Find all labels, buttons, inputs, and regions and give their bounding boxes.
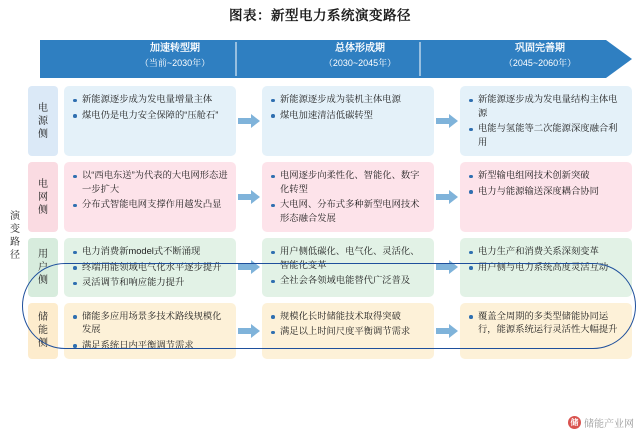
timeline-phase-0: 加速转型期 （当前~2030年）	[139, 43, 211, 68]
card-grid-phase2[interactable]	[460, 162, 632, 232]
timeline-arrow	[40, 38, 632, 80]
list-item: 满足以上时间尺度平衡调节需求	[271, 325, 426, 339]
flow-arrow-icon	[436, 114, 458, 128]
bullet-list	[271, 310, 426, 339]
list-item: 储能多应用场景多技术路线规模化发展	[73, 310, 228, 337]
row-grid-side	[28, 162, 632, 232]
list-item: 电力消费新model式不断涌现	[73, 245, 228, 259]
list-item: 灵活调节和响应能力提升	[73, 276, 228, 290]
row-tag-grid-side: 电网侧	[28, 162, 58, 232]
row-cards-power-side	[64, 86, 632, 156]
list-item: 规模化长时储能技术取得突破	[271, 310, 426, 324]
row-power-side	[28, 86, 632, 156]
bullet-list	[73, 169, 228, 212]
bullet-list	[271, 169, 426, 225]
card-storage-phase0[interactable]	[64, 303, 236, 360]
flow-arrow-icon	[238, 114, 260, 128]
bullet-list	[73, 310, 228, 353]
page-title: 图表：新型电力系统演变路径	[229, 8, 411, 23]
card-storage-phase1[interactable]	[262, 303, 434, 360]
card-power-phase0[interactable]	[64, 86, 236, 156]
list-item: 以“西电东送”为代表的大电网形态进一步扩大	[73, 169, 228, 196]
watermark-text: 储能产业网	[584, 419, 634, 430]
list-item: 覆盖全周期的多类型储能协同运行，能源系统运行灵活性大幅提升	[469, 310, 624, 337]
row-user-side	[28, 238, 632, 297]
flow-arrow-icon	[238, 260, 260, 274]
bullet-list	[469, 310, 624, 337]
card-grid-phase1[interactable]	[262, 162, 434, 232]
card-user-phase0[interactable]	[64, 238, 236, 297]
list-item: 电力与能源输送深度耦合协同	[469, 185, 624, 199]
bullet-list	[271, 245, 426, 288]
bullet-list	[469, 245, 624, 274]
flow-arrow-icon	[436, 190, 458, 204]
rows-container	[28, 86, 632, 365]
list-item: 用户侧低碳化、电气化、灵活化、智能化变革	[271, 245, 426, 272]
bullet-list	[271, 93, 426, 122]
watermark-logo-icon: 储	[568, 416, 581, 429]
watermark	[568, 415, 634, 430]
card-user-phase1[interactable]	[262, 238, 434, 297]
row-cards-storage-side	[64, 303, 632, 360]
row-tag-power-side: 电源侧	[28, 86, 58, 156]
list-item: 新能源逐步成为发电量结构主体电源	[469, 93, 624, 120]
list-item: 电能与氢能等二次能源深度融合利用	[469, 122, 624, 149]
flow-arrow-icon	[436, 260, 458, 274]
list-item: 煤电加速清洁低碳转型	[271, 109, 426, 123]
card-storage-phase2[interactable]	[460, 303, 632, 360]
list-item: 大电网、分布式多种新型电网技术形态融合发展	[271, 198, 426, 225]
list-item: 分布式智能电网支撑作用越发凸显	[73, 198, 228, 212]
card-power-phase2[interactable]	[460, 86, 632, 156]
card-grid-phase0[interactable]	[64, 162, 236, 232]
list-item: 满足系统日内平衡调节需求	[73, 339, 228, 353]
row-tag-storage-side: 储能侧	[28, 303, 58, 360]
flow-arrow-icon	[238, 324, 260, 338]
flow-arrow-icon	[238, 190, 260, 204]
list-item: 用户侧与电力系统高度灵活互动	[469, 261, 624, 275]
list-item: 新型输电组网技术创新突破	[469, 169, 624, 183]
list-item: 电网逐步向柔性化、智能化、数字化转型	[271, 169, 426, 196]
list-item: 终端用能领域电气化水平逐步提升	[73, 261, 228, 275]
bullet-list	[469, 93, 624, 149]
list-item: 全社会各领域电能替代广泛普及	[271, 274, 426, 288]
row-cards-grid-side	[64, 162, 632, 232]
card-user-phase2[interactable]	[460, 238, 632, 297]
row-storage-side	[28, 303, 632, 360]
list-item: 电力生产和消费关系深刻变革	[469, 245, 624, 259]
bullet-list	[73, 245, 228, 290]
timeline-phase-1: 总体形成期 （2030~2045年）	[323, 43, 397, 68]
card-power-phase1[interactable]	[262, 86, 434, 156]
flow-arrow-icon	[436, 324, 458, 338]
bullet-list	[73, 93, 228, 122]
axis-label-evolution-path: 演变路径	[10, 211, 20, 261]
row-tag-user-side: 用户侧	[28, 238, 58, 297]
bullet-list	[469, 169, 624, 198]
timeline-phase-2: 巩固完善期 （2045~2060年）	[503, 43, 577, 68]
list-item: 新能源逐步成为装机主体电源	[271, 93, 426, 107]
list-item: 新能源逐步成为发电量增量主体	[73, 93, 228, 107]
row-cards-user-side	[64, 238, 632, 297]
list-item: 煤电仍是电力安全保障的“压舱石”	[73, 109, 228, 123]
